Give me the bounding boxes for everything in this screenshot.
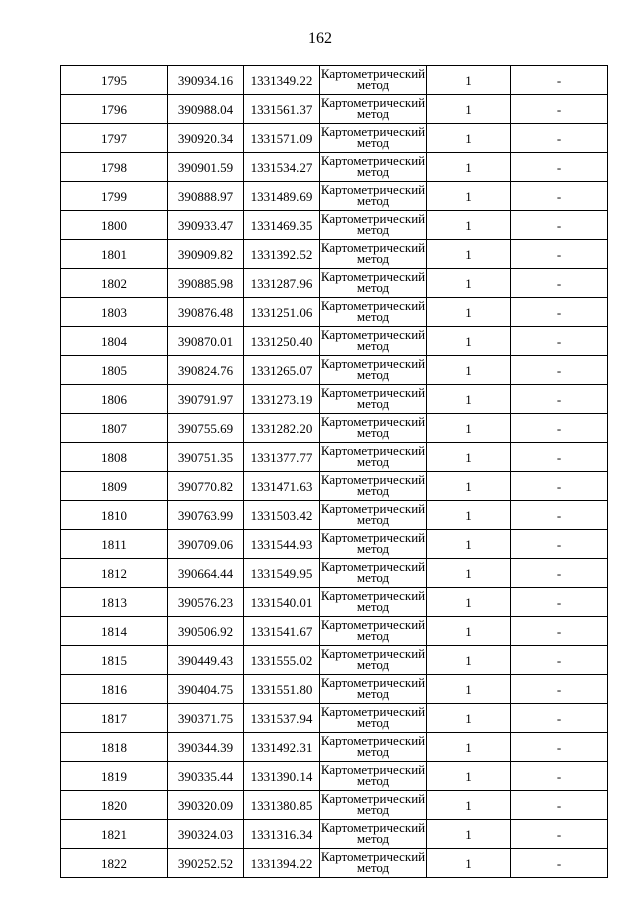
- table-row: [61, 849, 608, 878]
- method-cell: Картометрический метод: [320, 298, 427, 327]
- method-cell: Картометрический метод: [320, 356, 427, 385]
- y-coordinate-cell: 1331489.69: [244, 182, 320, 211]
- coordinates-table-body: [61, 66, 608, 878]
- y-coordinate-cell: 1331469.35: [244, 211, 320, 240]
- point-number-cell: 1798: [61, 153, 168, 182]
- method-cell: Картометрический метод: [320, 240, 427, 269]
- y-coordinate-cell: 1331392.52: [244, 240, 320, 269]
- y-coordinate-cell: 1331541.67: [244, 617, 320, 646]
- note-cell: -: [511, 356, 608, 385]
- y-coordinate-cell: 1331287.96: [244, 269, 320, 298]
- note-cell: -: [511, 588, 608, 617]
- x-coordinate-cell: 390901.59: [168, 153, 244, 182]
- method-cell: Картометрический метод: [320, 530, 427, 559]
- note-cell: -: [511, 182, 608, 211]
- point-number-cell: 1797: [61, 124, 168, 153]
- table-row: [61, 472, 608, 501]
- accuracy-cell: 1: [427, 269, 511, 298]
- method-cell: Картометрический метод: [320, 66, 427, 95]
- x-coordinate-cell: 390876.48: [168, 298, 244, 327]
- x-coordinate-cell: 390933.47: [168, 211, 244, 240]
- accuracy-cell: 1: [427, 385, 511, 414]
- note-cell: -: [511, 762, 608, 791]
- y-coordinate-cell: 1331377.77: [244, 443, 320, 472]
- table-row: [61, 356, 608, 385]
- table-row: [61, 327, 608, 356]
- point-number-cell: 1799: [61, 182, 168, 211]
- y-coordinate-cell: 1331349.22: [244, 66, 320, 95]
- point-number-cell: 1817: [61, 704, 168, 733]
- note-cell: -: [511, 704, 608, 733]
- accuracy-cell: 1: [427, 849, 511, 878]
- y-coordinate-cell: 1331394.22: [244, 849, 320, 878]
- x-coordinate-cell: 390335.44: [168, 762, 244, 791]
- x-coordinate-cell: 390888.97: [168, 182, 244, 211]
- y-coordinate-cell: 1331534.27: [244, 153, 320, 182]
- point-number-cell: 1812: [61, 559, 168, 588]
- point-number-cell: 1811: [61, 530, 168, 559]
- point-number-cell: 1810: [61, 501, 168, 530]
- x-coordinate-cell: 390709.06: [168, 530, 244, 559]
- x-coordinate-cell: 390763.99: [168, 501, 244, 530]
- method-cell: Картометрический метод: [320, 211, 427, 240]
- note-cell: -: [511, 791, 608, 820]
- method-cell: Картометрический метод: [320, 269, 427, 298]
- method-cell: Картометрический метод: [320, 327, 427, 356]
- y-coordinate-cell: 1331316.34: [244, 820, 320, 849]
- method-cell: Картометрический метод: [320, 849, 427, 878]
- y-coordinate-cell: 1331282.20: [244, 414, 320, 443]
- x-coordinate-cell: 390324.03: [168, 820, 244, 849]
- point-number-cell: 1796: [61, 95, 168, 124]
- accuracy-cell: 1: [427, 762, 511, 791]
- method-cell: Картометрический метод: [320, 153, 427, 182]
- note-cell: -: [511, 95, 608, 124]
- point-number-cell: 1820: [61, 791, 168, 820]
- note-cell: -: [511, 66, 608, 95]
- point-number-cell: 1815: [61, 646, 168, 675]
- x-coordinate-cell: 390506.92: [168, 617, 244, 646]
- point-number-cell: 1808: [61, 443, 168, 472]
- accuracy-cell: 1: [427, 327, 511, 356]
- accuracy-cell: 1: [427, 66, 511, 95]
- table-row: [61, 443, 608, 472]
- point-number-cell: 1809: [61, 472, 168, 501]
- point-number-cell: 1807: [61, 414, 168, 443]
- table-row: [61, 298, 608, 327]
- note-cell: -: [511, 530, 608, 559]
- point-number-cell: 1819: [61, 762, 168, 791]
- point-number-cell: 1818: [61, 733, 168, 762]
- method-cell: Картометрический метод: [320, 791, 427, 820]
- method-cell: Картометрический метод: [320, 501, 427, 530]
- note-cell: -: [511, 849, 608, 878]
- table-row: [61, 124, 608, 153]
- point-number-cell: 1821: [61, 820, 168, 849]
- table-row: [61, 762, 608, 791]
- note-cell: -: [511, 443, 608, 472]
- note-cell: -: [511, 211, 608, 240]
- point-number-cell: 1805: [61, 356, 168, 385]
- accuracy-cell: 1: [427, 733, 511, 762]
- accuracy-cell: 1: [427, 211, 511, 240]
- method-cell: Картометрический метод: [320, 124, 427, 153]
- y-coordinate-cell: 1331492.31: [244, 733, 320, 762]
- x-coordinate-cell: 390576.23: [168, 588, 244, 617]
- y-coordinate-cell: 1331250.40: [244, 327, 320, 356]
- x-coordinate-cell: 390664.44: [168, 559, 244, 588]
- accuracy-cell: 1: [427, 414, 511, 443]
- accuracy-cell: 1: [427, 820, 511, 849]
- table-row: [61, 269, 608, 298]
- method-cell: Картометрический метод: [320, 820, 427, 849]
- point-number-cell: 1795: [61, 66, 168, 95]
- note-cell: -: [511, 472, 608, 501]
- accuracy-cell: 1: [427, 704, 511, 733]
- x-coordinate-cell: 390920.34: [168, 124, 244, 153]
- method-cell: Картометрический метод: [320, 675, 427, 704]
- method-cell: Картометрический метод: [320, 704, 427, 733]
- accuracy-cell: 1: [427, 472, 511, 501]
- method-cell: Картометрический метод: [320, 762, 427, 791]
- accuracy-cell: 1: [427, 240, 511, 269]
- table-row: [61, 240, 608, 269]
- y-coordinate-cell: 1331540.01: [244, 588, 320, 617]
- note-cell: -: [511, 675, 608, 704]
- method-cell: Картометрический метод: [320, 733, 427, 762]
- table-row: [61, 153, 608, 182]
- note-cell: -: [511, 559, 608, 588]
- table-row: [61, 733, 608, 762]
- y-coordinate-cell: 1331503.42: [244, 501, 320, 530]
- y-coordinate-cell: 1331544.93: [244, 530, 320, 559]
- y-coordinate-cell: 1331380.85: [244, 791, 320, 820]
- table-row: [61, 559, 608, 588]
- x-coordinate-cell: 390404.75: [168, 675, 244, 704]
- note-cell: -: [511, 414, 608, 443]
- accuracy-cell: 1: [427, 588, 511, 617]
- method-cell: Картометрический метод: [320, 95, 427, 124]
- x-coordinate-cell: 390988.04: [168, 95, 244, 124]
- point-number-cell: 1822: [61, 849, 168, 878]
- x-coordinate-cell: 390344.39: [168, 733, 244, 762]
- accuracy-cell: 1: [427, 298, 511, 327]
- coordinates-table: [60, 65, 608, 878]
- accuracy-cell: 1: [427, 791, 511, 820]
- method-cell: Картометрический метод: [320, 617, 427, 646]
- table-row: [61, 501, 608, 530]
- method-cell: Картометрический метод: [320, 646, 427, 675]
- table-row: [61, 791, 608, 820]
- point-number-cell: 1801: [61, 240, 168, 269]
- note-cell: -: [511, 153, 608, 182]
- note-cell: -: [511, 298, 608, 327]
- accuracy-cell: 1: [427, 182, 511, 211]
- note-cell: -: [511, 646, 608, 675]
- y-coordinate-cell: 1331265.07: [244, 356, 320, 385]
- table-row: [61, 95, 608, 124]
- table-row: [61, 385, 608, 414]
- point-number-cell: 1806: [61, 385, 168, 414]
- note-cell: -: [511, 617, 608, 646]
- method-cell: Картометрический метод: [320, 443, 427, 472]
- point-number-cell: 1800: [61, 211, 168, 240]
- accuracy-cell: 1: [427, 530, 511, 559]
- point-number-cell: 1813: [61, 588, 168, 617]
- method-cell: Картометрический метод: [320, 414, 427, 443]
- accuracy-cell: 1: [427, 501, 511, 530]
- y-coordinate-cell: 1331537.94: [244, 704, 320, 733]
- y-coordinate-cell: 1331390.14: [244, 762, 320, 791]
- x-coordinate-cell: 390770.82: [168, 472, 244, 501]
- y-coordinate-cell: 1331561.37: [244, 95, 320, 124]
- note-cell: -: [511, 327, 608, 356]
- x-coordinate-cell: 390755.69: [168, 414, 244, 443]
- accuracy-cell: 1: [427, 153, 511, 182]
- table-row: [61, 820, 608, 849]
- point-number-cell: 1803: [61, 298, 168, 327]
- note-cell: -: [511, 501, 608, 530]
- accuracy-cell: 1: [427, 559, 511, 588]
- method-cell: Картометрический метод: [320, 588, 427, 617]
- y-coordinate-cell: 1331555.02: [244, 646, 320, 675]
- table-row: [61, 588, 608, 617]
- table-row: [61, 675, 608, 704]
- x-coordinate-cell: 390320.09: [168, 791, 244, 820]
- x-coordinate-cell: 390252.52: [168, 849, 244, 878]
- note-cell: -: [511, 385, 608, 414]
- y-coordinate-cell: 1331549.95: [244, 559, 320, 588]
- x-coordinate-cell: 390791.97: [168, 385, 244, 414]
- point-number-cell: 1816: [61, 675, 168, 704]
- table-row: [61, 414, 608, 443]
- table-row: [61, 617, 608, 646]
- table-row: [61, 646, 608, 675]
- y-coordinate-cell: 1331571.09: [244, 124, 320, 153]
- accuracy-cell: 1: [427, 675, 511, 704]
- table-row: [61, 182, 608, 211]
- method-cell: Картометрический метод: [320, 182, 427, 211]
- y-coordinate-cell: 1331471.63: [244, 472, 320, 501]
- x-coordinate-cell: 390934.16: [168, 66, 244, 95]
- x-coordinate-cell: 390885.98: [168, 269, 244, 298]
- accuracy-cell: 1: [427, 617, 511, 646]
- method-cell: Картометрический метод: [320, 472, 427, 501]
- accuracy-cell: 1: [427, 443, 511, 472]
- y-coordinate-cell: 1331551.80: [244, 675, 320, 704]
- method-cell: Картометрический метод: [320, 385, 427, 414]
- accuracy-cell: 1: [427, 124, 511, 153]
- x-coordinate-cell: 390870.01: [168, 327, 244, 356]
- accuracy-cell: 1: [427, 95, 511, 124]
- point-number-cell: 1804: [61, 327, 168, 356]
- note-cell: -: [511, 733, 608, 762]
- x-coordinate-cell: 390449.43: [168, 646, 244, 675]
- accuracy-cell: 1: [427, 356, 511, 385]
- note-cell: -: [511, 269, 608, 298]
- note-cell: -: [511, 240, 608, 269]
- method-cell: Картометрический метод: [320, 559, 427, 588]
- table-row: [61, 530, 608, 559]
- table-row: [61, 704, 608, 733]
- accuracy-cell: 1: [427, 646, 511, 675]
- point-number-cell: 1802: [61, 269, 168, 298]
- note-cell: -: [511, 820, 608, 849]
- note-cell: -: [511, 124, 608, 153]
- table-row: [61, 66, 608, 95]
- x-coordinate-cell: 390824.76: [168, 356, 244, 385]
- table-row: [61, 211, 608, 240]
- x-coordinate-cell: 390909.82: [168, 240, 244, 269]
- x-coordinate-cell: 390371.75: [168, 704, 244, 733]
- y-coordinate-cell: 1331251.06: [244, 298, 320, 327]
- y-coordinate-cell: 1331273.19: [244, 385, 320, 414]
- point-number-cell: 1814: [61, 617, 168, 646]
- x-coordinate-cell: 390751.35: [168, 443, 244, 472]
- page-number: 162: [308, 30, 332, 47]
